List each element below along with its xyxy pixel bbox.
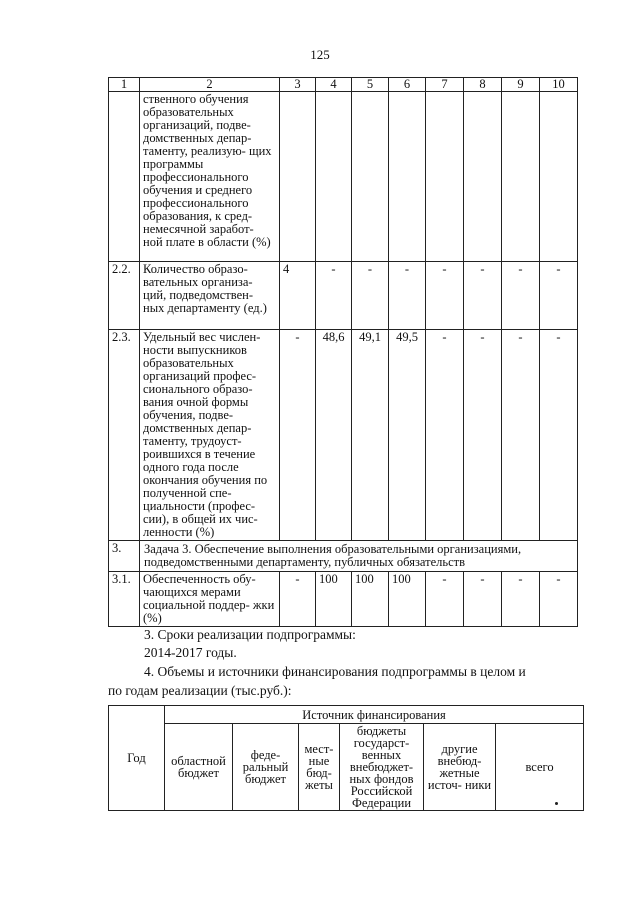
- value-cell: 48,6: [316, 330, 352, 541]
- page-number: 125: [310, 47, 330, 62]
- column-header: областной бюджет: [165, 724, 233, 811]
- value-cell: 100: [352, 572, 389, 627]
- table-row: [109, 541, 578, 572]
- column-header: другие внебюд- жетные источ- ники: [424, 724, 496, 811]
- row-number: 3.1.: [109, 572, 140, 627]
- value-cell: -: [316, 262, 352, 330]
- value-cell: -: [280, 330, 316, 541]
- indicator-text: Удельный вес числен- ности выпускников образовательных организаций профес- сионального образо- вания очной формы обучения, подве- домственных депар- таменту, трудоуст- роившихся в течение одного года после окончания обучения по полученной спе- циальности (профес- сии), в общей их чис- ленности (%): [140, 330, 280, 541]
- header-cell: 6: [389, 78, 426, 92]
- value-cell: -: [464, 262, 502, 330]
- table-header-row: [109, 724, 584, 811]
- value-cell: -: [352, 262, 389, 330]
- value-cell: -: [280, 572, 316, 627]
- indicators-table: [108, 77, 578, 627]
- header-cell: 5: [352, 78, 389, 92]
- indicator-text: Количество образо- вательных организа- ций, подведомствен- ных департаменту (ед.): [140, 262, 280, 330]
- value-cell: -: [502, 262, 540, 330]
- table-header-row: [109, 78, 578, 92]
- value-cell: [540, 92, 578, 262]
- section-financing: 4. Объемы и источники финансирования подпрограммы в целом и: [144, 664, 526, 679]
- row-number: 2.2.: [109, 262, 140, 330]
- header-cell: 7: [426, 78, 464, 92]
- year-header: Год: [109, 706, 165, 811]
- table-row: [109, 330, 578, 541]
- value-cell: -: [426, 262, 464, 330]
- task-heading: Задача 3. Обеспечение выполнения образовательными организациями, подведомственными департаменту, публичных обязательств: [140, 541, 578, 572]
- value-cell: 100: [389, 572, 426, 627]
- header-cell: 9: [502, 78, 540, 92]
- row-number: 2.3.: [109, 330, 140, 541]
- header-cell: 2: [140, 78, 280, 92]
- table-row: [109, 262, 578, 330]
- value-cell: -: [389, 262, 426, 330]
- value-cell: -: [426, 330, 464, 541]
- value-cell: -: [464, 330, 502, 541]
- timeline-years: 2014-2017 годы.: [144, 645, 237, 660]
- table-row: [109, 92, 578, 262]
- section-timeline: 3. Сроки реализации подпрограммы:: [144, 627, 356, 642]
- indicator-text: Обеспеченность обу- чающихся мерами социальной поддер- жки (%): [140, 572, 280, 627]
- value-cell: [426, 92, 464, 262]
- column-header: мест- ные бюд- жеты: [299, 724, 340, 811]
- value-cell: 49,1: [352, 330, 389, 541]
- value-cell: -: [502, 330, 540, 541]
- header-cell: 1: [109, 78, 140, 92]
- value-cell: -: [502, 572, 540, 627]
- value-cell: -: [464, 572, 502, 627]
- header-cell: 4: [316, 78, 352, 92]
- header-cell: 8: [464, 78, 502, 92]
- header-cell: 10: [540, 78, 578, 92]
- speck-mark: [555, 802, 558, 805]
- value-cell: [316, 92, 352, 262]
- value-cell: -: [540, 572, 578, 627]
- column-header: феде- ральный бюджет: [233, 724, 299, 811]
- value-cell: -: [540, 262, 578, 330]
- table-row: [109, 572, 578, 627]
- value-cell: 100: [316, 572, 352, 627]
- table-header-row: [109, 706, 584, 724]
- value-cell: [464, 92, 502, 262]
- header-cell: 3: [280, 78, 316, 92]
- value-cell: [280, 92, 316, 262]
- financing-table: [108, 705, 584, 811]
- row-number: 3.: [109, 541, 140, 572]
- row-number: [109, 92, 140, 262]
- indicator-text: ственного обучения образовательных организаций, подве- домственных депар- таменту, реализую- щих программы профессионального обучения и среднего профессионального образования, к сред- немесячной заработ- ной плате в области (%): [140, 92, 280, 262]
- value-cell: 49,5: [389, 330, 426, 541]
- value-cell: 4: [280, 262, 316, 330]
- value-cell: [502, 92, 540, 262]
- column-header: всего: [496, 724, 584, 811]
- value-cell: [352, 92, 389, 262]
- value-cell: -: [426, 572, 464, 627]
- financing-subtitle: по годам реализации (тыс.руб.):: [108, 683, 292, 698]
- value-cell: [389, 92, 426, 262]
- column-header: бюджеты государст- венных внебюджет- ных фондов Российской Федерации: [340, 724, 424, 811]
- source-header: Источник финансирования: [165, 706, 584, 724]
- value-cell: -: [540, 330, 578, 541]
